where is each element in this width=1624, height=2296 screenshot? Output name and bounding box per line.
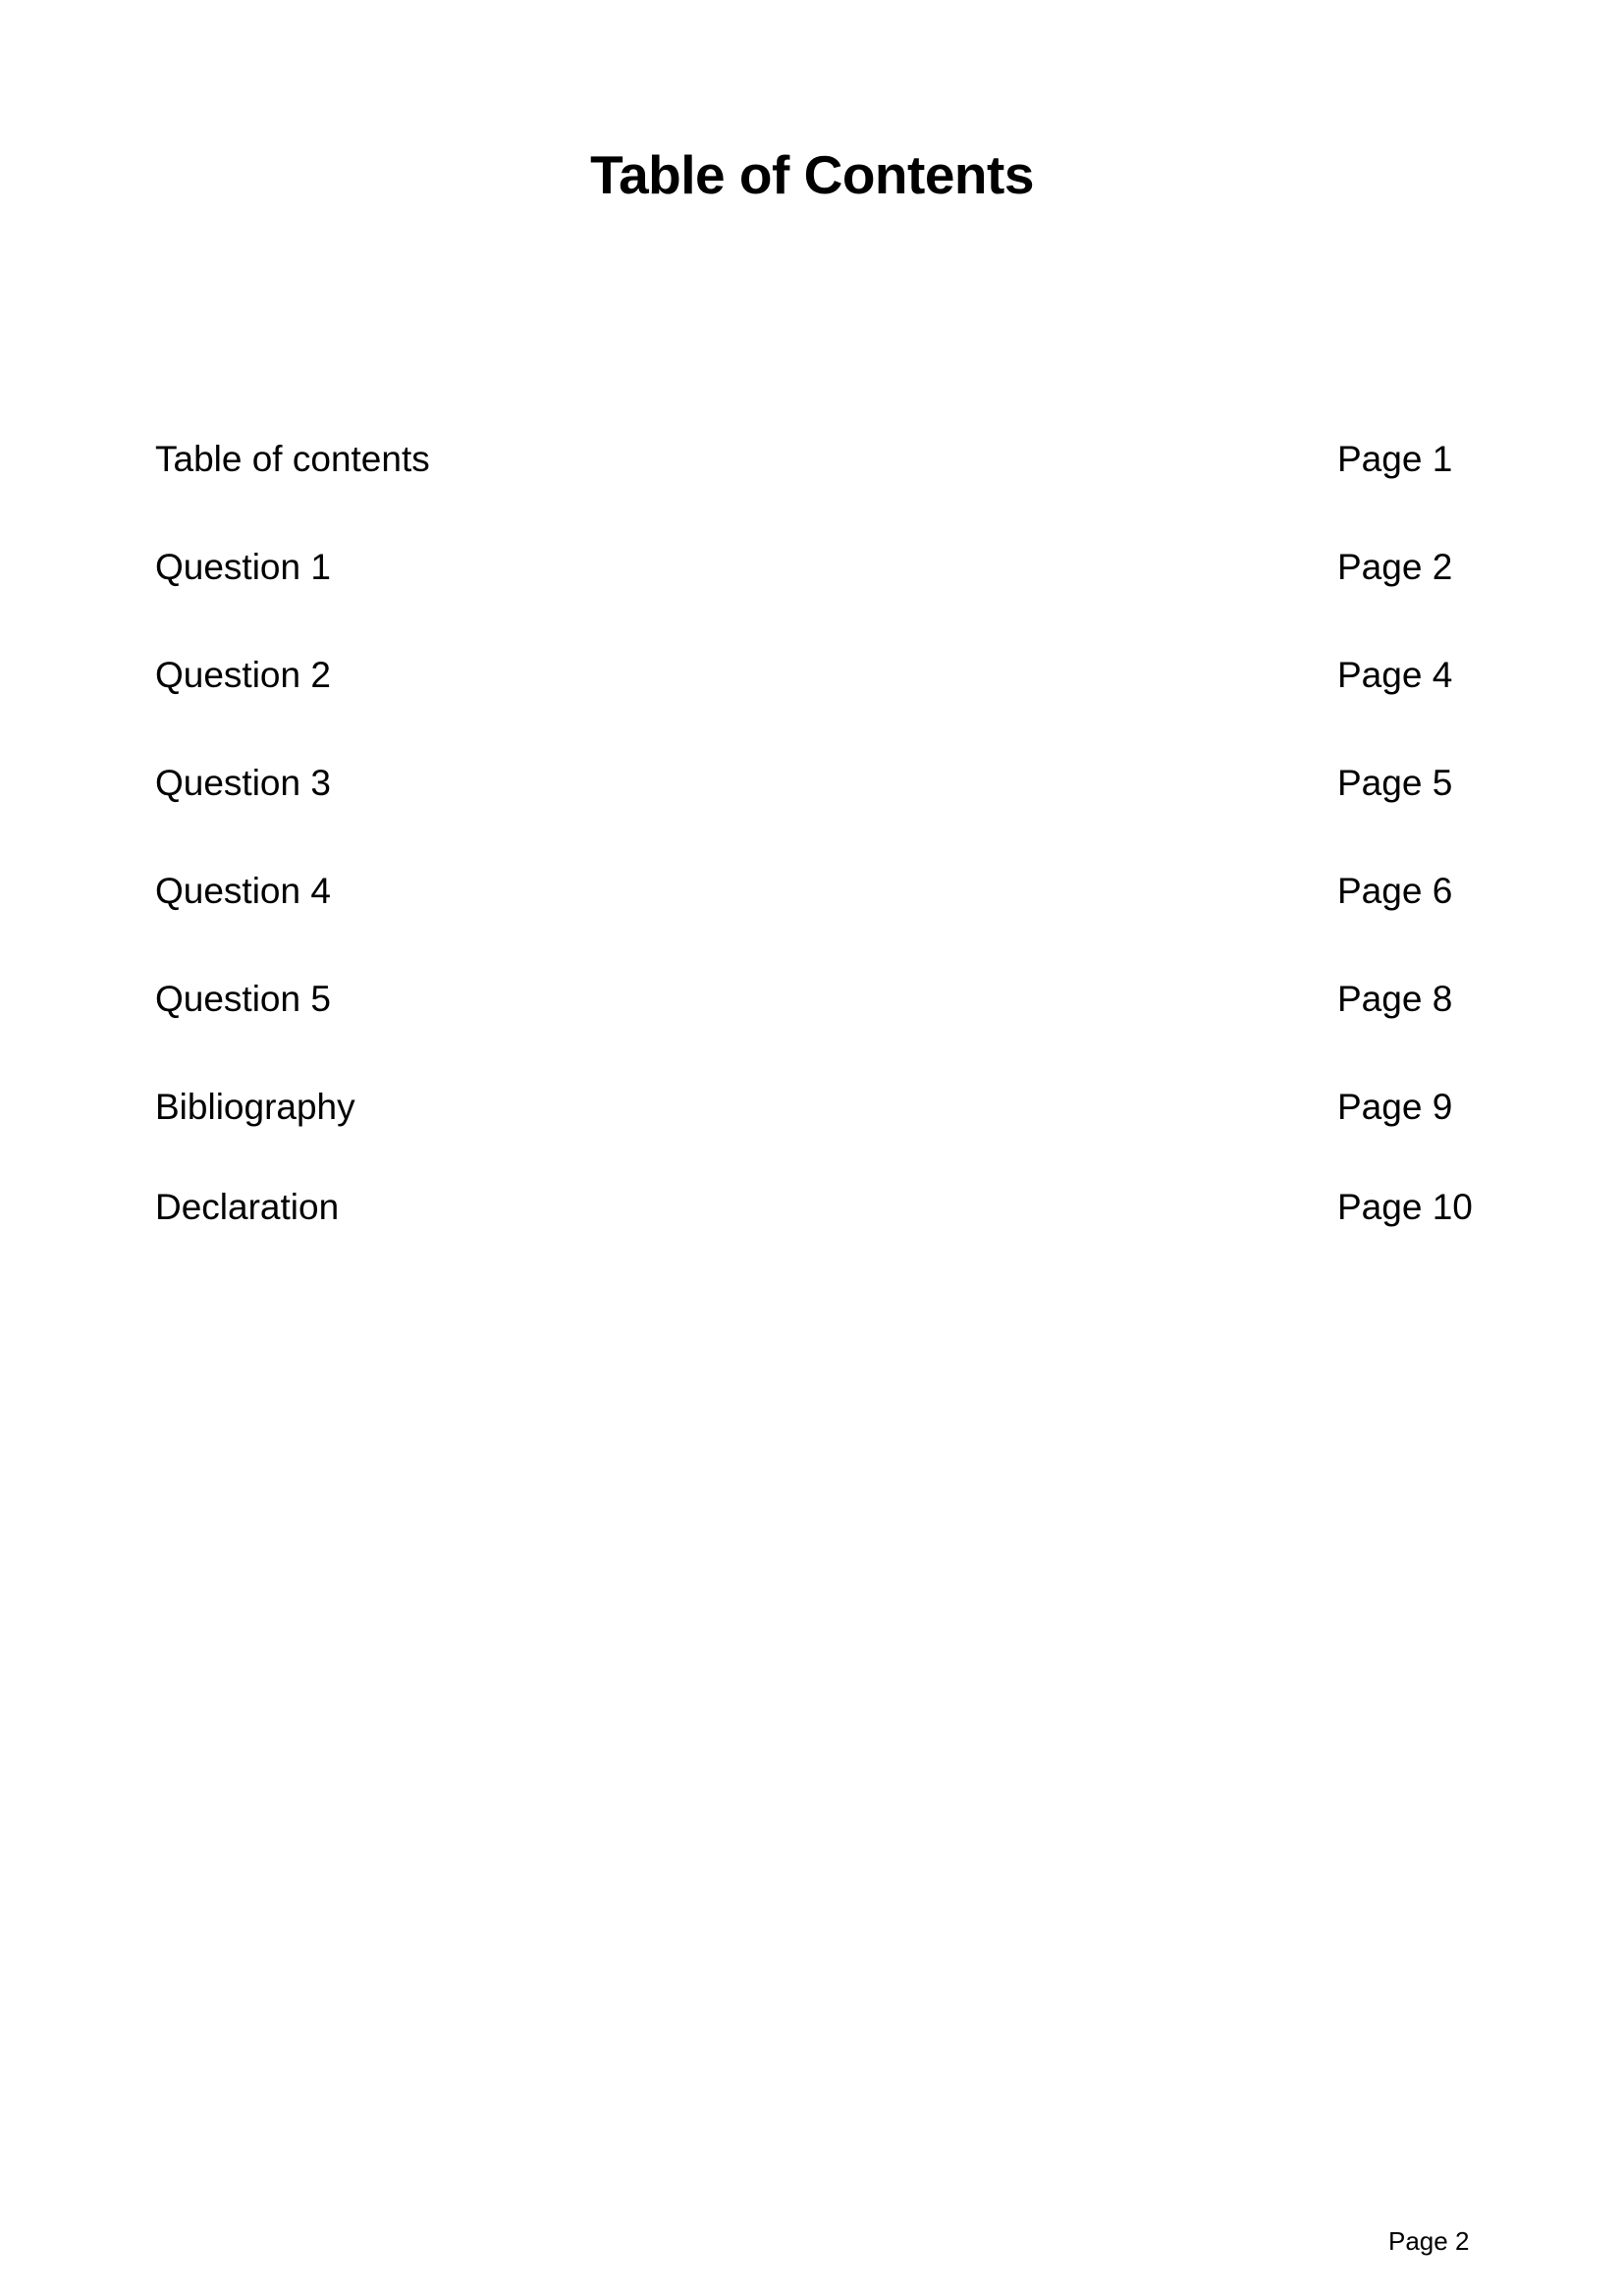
toc-entry-label: Declaration (155, 1187, 340, 1227)
toc-entry-label: Bibliography (155, 1087, 355, 1127)
toc-entry-page: Page 1 (1337, 439, 1453, 479)
toc-list (155, 435, 1481, 1242)
toc-entry-table-of-contents (155, 435, 1481, 543)
toc-entry-question-1 (155, 543, 1481, 651)
page-title: Table of Contents (590, 144, 1034, 205)
toc-entry-label: Table of contents (155, 439, 430, 479)
toc-entry-page: Page 10 (1337, 1187, 1473, 1227)
toc-entry-label: Question 2 (155, 655, 331, 695)
toc-entry-declaration (155, 1183, 1481, 1242)
toc-entry-label: Question 5 (155, 979, 331, 1019)
footer-page-number: Page 2 (1388, 2226, 1470, 2256)
toc-entry-page: Page 4 (1337, 655, 1453, 695)
toc-entry-bibliography (155, 1083, 1481, 1191)
toc-entry-page: Page 6 (1337, 871, 1453, 911)
toc-entry-label: Question 3 (155, 763, 331, 803)
toc-entry-page: Page 5 (1337, 763, 1453, 803)
toc-entry-question-4 (155, 867, 1481, 975)
toc-entry-question-5 (155, 975, 1481, 1083)
toc-entry-question-3 (155, 759, 1481, 867)
toc-entry-label: Question 1 (155, 547, 331, 587)
toc-entry-label: Question 4 (155, 871, 331, 911)
toc-entry-page: Page 8 (1337, 979, 1453, 1019)
toc-entry-question-2 (155, 651, 1481, 759)
toc-entry-page: Page 2 (1337, 547, 1453, 587)
toc-entry-page: Page 9 (1337, 1087, 1453, 1127)
